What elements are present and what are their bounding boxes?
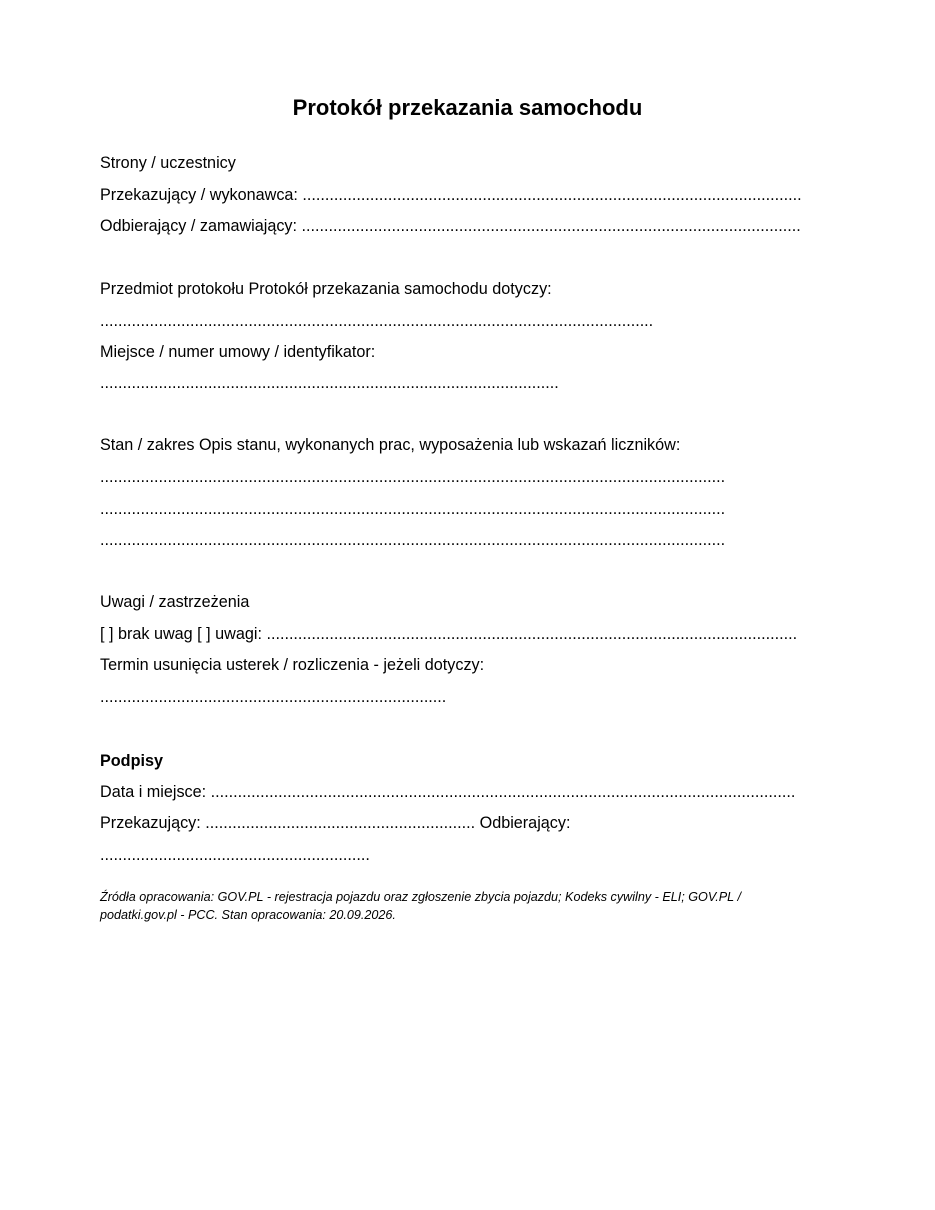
document-title: Protokół przekazania samochodu — [292, 95, 643, 120]
handing-over-party-field: Przekazujący / wykonawca: ............................................................................................................... — [100, 186, 802, 204]
subject-fill-line: ........................................................................................................................... — [100, 312, 654, 330]
condition-label: Stan / zakres Opis stanu, wykonanych prac, wyposażenia lub wskazań liczników: — [100, 436, 681, 454]
deadline-fill-line: ............................................................................. — [100, 688, 447, 706]
subject-label: Przedmiot protokołu Protokół przekazania samochodu dotyczy: — [100, 280, 552, 298]
remarks-options: [ ] brak uwag [ ] uwagi: ...................................................................................................................... — [100, 625, 798, 643]
date-place-field: Data i miejsce: .................................................................................................................................. — [100, 783, 796, 801]
condition-fill-line: ........................................................................................................................................... — [100, 468, 726, 486]
receiving-signature-fill-line: ............................................................ — [100, 846, 370, 864]
condition-fill-line: ........................................................................................................................................... — [100, 531, 726, 549]
signatures-heading: Podpisy — [100, 752, 163, 770]
signature-fields: Przekazujący: ............................................................ Odbierający: — [100, 814, 571, 832]
place-contract-fill-line: ...................................................................................................... — [100, 374, 559, 392]
receiving-party-field: Odbierający / zamawiający: ............................................................................................................... — [100, 217, 801, 235]
sources-note: Źródła opracowania: GOV.PL - rejestracja pojazdu oraz zgłoszenie zbycia pojazdu; Kodeks cywilny - ELI; GOV.PL / podatki.gov.pl - PCC. Stan opracowania: 20.09.2026. — [100, 890, 741, 922]
remarks-heading: Uwagi / zastrzeżenia — [100, 593, 250, 611]
place-contract-label: Miejsce / numer umowy / identyfikator: — [100, 343, 376, 361]
parties-heading: Strony / uczestnicy — [100, 154, 236, 172]
condition-fill-line: ........................................................................................................................................... — [100, 500, 726, 518]
deadline-label: Termin usunięcia usterek / rozliczenia - jeżeli dotyczy: — [100, 656, 485, 674]
